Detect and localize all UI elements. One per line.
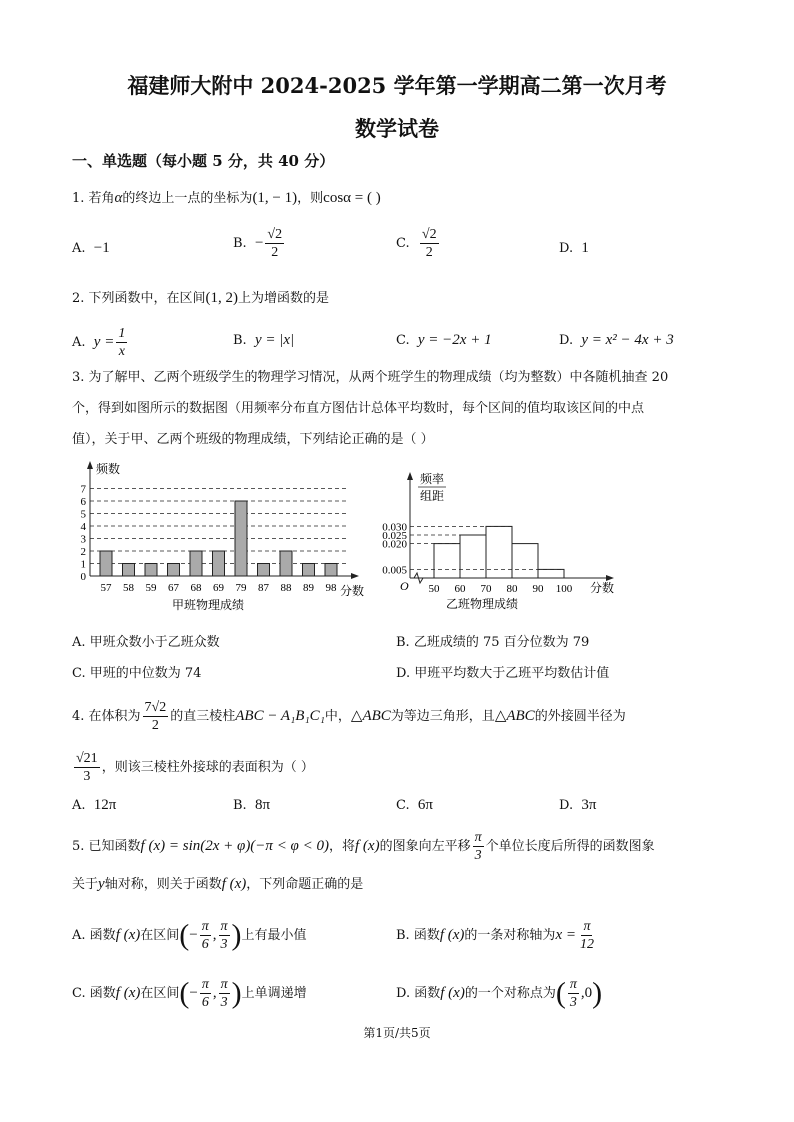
exam-subtitle: 数学试卷 — [355, 116, 439, 141]
bar — [123, 564, 135, 577]
bar — [325, 564, 337, 577]
bar — [258, 564, 270, 577]
q2-option-b — [233, 332, 294, 349]
q2-option-c — [396, 332, 492, 349]
bar — [213, 551, 225, 576]
denominator: 3 — [474, 848, 482, 863]
denominator: 2 — [151, 718, 159, 733]
x-axis-arrow — [351, 573, 359, 579]
y-tick-label: 0.025 — [382, 530, 407, 542]
x-tick-label: 59 — [145, 582, 157, 594]
question-4-line-2 — [72, 750, 314, 785]
option-text: 的一个对称点为 — [464, 986, 556, 1001]
bar — [100, 551, 112, 576]
numerator: π — [220, 977, 228, 992]
q1-option-d — [559, 240, 589, 257]
bar — [303, 564, 315, 577]
question-3-line-3: 值），关于甲、乙两个班级的物理成绩，下列结论正确的是（ ） — [72, 432, 434, 447]
q3-option-b: B. 乙班成绩的 75 百分位数为 79 — [396, 635, 590, 650]
paren-open: ( — [555, 976, 566, 1010]
question-5-line-2 — [72, 874, 363, 895]
question-5-stem — [72, 828, 655, 865]
q5-fx: f (x) — [355, 838, 380, 854]
option-value: y = |x| — [254, 332, 295, 348]
question-4-stem — [72, 697, 626, 736]
option-letter: C. — [396, 333, 410, 348]
question-1-stem — [72, 188, 381, 209]
y-tick-label: 1 — [80, 558, 86, 571]
x-tick-label: 90 — [532, 583, 544, 595]
q4-prism: ABC − A₁B₁C₁ — [235, 708, 325, 724]
x-tick-label: 100 — [555, 583, 573, 595]
x-tick-label: 50 — [428, 583, 440, 595]
q5-option-c — [72, 976, 307, 1011]
y-tick-label: 7 — [80, 483, 86, 496]
option-value: 12π — [93, 797, 117, 813]
denominator: 6 — [201, 995, 209, 1010]
fraction — [420, 226, 439, 261]
fraction — [219, 918, 230, 953]
y-tick-label: 0.005 — [382, 564, 407, 577]
option-letter: C. — [396, 798, 410, 813]
q5-option-b — [396, 918, 598, 953]
q2-interval: (1, 2) — [205, 290, 239, 306]
histogram-bar — [512, 544, 538, 578]
q4-text-post: 的外接圆半径为 — [534, 709, 626, 724]
option-value: 6π — [417, 797, 433, 813]
fraction — [219, 976, 230, 1011]
q5-fx-2: f (x) — [221, 876, 247, 892]
chart-title: 甲班物理成绩 — [171, 598, 245, 612]
option-value: 8π — [254, 797, 271, 813]
y-tick-label: 0.030 — [382, 521, 407, 534]
numerator: √2 — [421, 227, 437, 242]
denominator: 2 — [425, 245, 433, 260]
q4-triangle: △ABC — [350, 708, 391, 724]
comma: , — [212, 927, 217, 943]
question-3-line-2: 个，得到如图所示的数据图（用频率分布直方图估计总体平均数时，每个区间的值均取该区间的中点 — [72, 401, 645, 416]
paren-close: ) — [231, 976, 242, 1010]
y-tick-label: 6 — [80, 496, 86, 508]
x-tick-label: 88 — [280, 582, 292, 594]
denominator: 3 — [83, 769, 91, 784]
x-tick-label: 98 — [325, 582, 337, 594]
option-text: 函数 — [414, 986, 441, 1001]
y-tick-label: 2 — [80, 546, 86, 558]
numerator: π — [201, 919, 209, 934]
q5-option-d — [396, 976, 602, 1011]
denominator: 12 — [579, 937, 594, 952]
q2-option-d — [559, 332, 674, 349]
option-fx: f (x) — [115, 985, 141, 1001]
numerator: π — [220, 919, 228, 934]
option-letter: D. — [559, 241, 574, 256]
denominator: 3 — [220, 995, 228, 1010]
y-axis-arrow — [87, 461, 93, 469]
y-axis-label: 频数 — [96, 462, 121, 476]
option-text: 函数 — [413, 928, 440, 943]
option-letter: B. — [233, 333, 247, 348]
q1-text-pre: 1. 若角 — [72, 191, 115, 206]
option-letter: B. — [233, 236, 247, 251]
q1-cos: cosα = ( ) — [323, 190, 381, 206]
chart-title: 乙班物理成绩 — [445, 597, 519, 611]
x-tick-label: 80 — [506, 583, 518, 595]
bar — [190, 551, 202, 576]
question-3-line-1: 3. 为了解甲、乙两个班级学生的物理学习情况，从两个班学生的物理成绩（均为整数）中各随机抽查 20 — [72, 370, 669, 385]
option-text: 在区间 — [140, 928, 180, 943]
histogram-bar — [460, 535, 486, 578]
q5-text-mid2: 的图象向左平移 — [379, 839, 471, 854]
y-tick-label: 0 — [80, 571, 86, 583]
option-text: 上单调递增 — [241, 986, 307, 1001]
histogram-bar — [434, 544, 460, 578]
option-value: −1 — [93, 240, 110, 256]
x-tick-label: 70 — [480, 583, 492, 595]
option-value: y = x² − 4x + 3 — [581, 332, 674, 348]
q1-text-mid: 的终边上一点的坐标为 — [122, 191, 253, 206]
volume-fraction — [143, 699, 169, 734]
shift-fraction — [473, 829, 484, 864]
q3-option-c: C. 甲班的中位数为 74 — [72, 666, 202, 681]
fraction — [265, 226, 284, 261]
fraction — [116, 325, 127, 360]
x-tick-label: 58 — [123, 582, 134, 594]
option-text: 函数 — [89, 928, 116, 943]
option-value: y = −2x + 1 — [417, 332, 492, 348]
fraction — [200, 918, 211, 953]
paren-open: ( — [179, 918, 190, 952]
q3-option-a: A. 甲班众数小于乙班众数 — [72, 635, 220, 650]
q5-option-a — [72, 918, 307, 953]
bar — [280, 551, 292, 576]
x-tick-label: 60 — [454, 583, 466, 595]
numerator: √21 — [76, 751, 98, 766]
q5-text-mid: ，将 — [328, 839, 355, 854]
q4-text-mid3: 为等边三角形，且 — [390, 709, 495, 724]
x-tick-label: 89 — [303, 582, 314, 594]
y-tick-label: 5 — [80, 508, 86, 521]
x-tick-label: 87 — [258, 582, 269, 594]
option-lhs: y = — [93, 334, 115, 350]
option-letter: A. — [72, 798, 86, 813]
minus-sign: − — [189, 927, 198, 943]
q3-option-d: D. 甲班平均数大于乙班平均数估计值 — [396, 666, 610, 681]
q5-text-l2-post: ，下列命题正确的是 — [246, 877, 364, 892]
q5-function: f (x) = sin(2x + φ)(−π < φ < 0) — [140, 838, 329, 854]
section-heading: 一、单选题（每小题 5 分，共 40 分） — [72, 152, 335, 170]
page-footer: 第1页/共5页 — [363, 1026, 431, 1040]
histogram-bar — [538, 569, 564, 578]
exam-title: 福建师大附中 2024-2025 学年第一学期高二第一次月考 — [127, 73, 667, 98]
minus-sign: − — [189, 985, 198, 1001]
y-tick-label: 4 — [80, 521, 86, 533]
y-axis-label-bottom: 组距 — [420, 489, 445, 503]
x-tick-label: 69 — [213, 582, 224, 594]
q4-text-pre: 4. 在体积为 — [72, 709, 141, 724]
radius-fraction — [74, 750, 100, 785]
q5-y: y — [98, 876, 105, 892]
q1-option-c — [396, 226, 441, 261]
q2-text-pre: 2. 下列函数中，在区间 — [72, 291, 206, 306]
y-tick-label: 3 — [80, 533, 86, 546]
option-letter: D. — [396, 986, 411, 1001]
q4-text-mid2: 中， — [324, 709, 351, 724]
q5-text-pre: 5. 已知函数 — [72, 839, 141, 854]
q4-triangle-2: △ABC — [494, 708, 535, 724]
q5-text-l2-mid: 轴对称，则关于函数 — [104, 877, 222, 892]
q1-alpha: α — [114, 190, 123, 206]
bar — [145, 564, 157, 577]
origin-label: O — [400, 579, 409, 593]
option-letter: B. — [233, 798, 247, 813]
question-2-stem — [72, 288, 329, 309]
denominator: 3 — [569, 995, 577, 1010]
numerator: π — [201, 977, 209, 992]
paren-close: ) — [592, 976, 603, 1010]
bar — [168, 564, 180, 577]
q5-text-l2-pre: 关于 — [72, 877, 99, 892]
numerator: 7√2 — [144, 700, 167, 715]
option-letter: B. — [396, 928, 410, 943]
q1-text-post: ，则 — [297, 191, 324, 206]
y-axis-arrow — [407, 472, 413, 480]
q4-option-b — [233, 797, 270, 814]
option-letter: A. — [72, 928, 86, 943]
option-letter: A. — [72, 241, 86, 256]
bar — [235, 501, 247, 576]
option-value: 1 — [581, 240, 589, 256]
x-axis-label: 分数 — [590, 581, 615, 595]
q4-text-mid: 的直三棱柱 — [170, 709, 236, 724]
q2-option-a — [72, 325, 129, 360]
x-tick-label: 79 — [235, 582, 247, 594]
option-sign: − — [254, 235, 264, 251]
option-letter: D. — [559, 798, 574, 813]
option-letter: C. — [396, 236, 410, 251]
option-text: 函数 — [89, 986, 116, 1001]
numerator: √2 — [267, 227, 283, 242]
y-tick-label: 0.020 — [382, 538, 407, 551]
class-b-histogram — [372, 470, 624, 618]
option-lhs: x = — [555, 927, 576, 943]
numerator: 1 — [118, 326, 126, 341]
x-axis-label: 分数 — [340, 584, 365, 598]
option-text: 在区间 — [140, 986, 180, 1001]
option-fx: f (x) — [440, 985, 465, 1001]
fraction — [578, 918, 596, 953]
y-axis-label-top: 频率 — [420, 472, 445, 486]
denominator: 3 — [220, 937, 228, 952]
class-a-frequency-chart — [72, 458, 372, 618]
q4-option-d — [559, 797, 596, 814]
option-text: 的一条对称轴为 — [464, 928, 556, 943]
fraction — [200, 976, 211, 1011]
numerator: π — [474, 830, 482, 845]
denominator: 2 — [271, 245, 279, 260]
option-fx: f (x) — [115, 927, 141, 943]
comma: , — [212, 985, 217, 1001]
denominator: 6 — [201, 937, 209, 952]
option-letter: C. — [72, 986, 86, 1001]
x-tick-label: 57 — [100, 582, 112, 594]
denominator: x — [118, 344, 125, 359]
option-letter: A. — [72, 335, 86, 350]
q4-option-a — [72, 797, 116, 814]
numerator: π — [569, 977, 577, 992]
option-fx: f (x) — [439, 927, 465, 943]
q1-point: (1, − 1) — [252, 190, 298, 206]
q5-text-post: 个单位长度后所得的函数图象 — [485, 839, 655, 854]
x-tick-label: 67 — [168, 582, 179, 594]
option-text: 上有最小值 — [241, 928, 307, 943]
paren-open: ( — [179, 976, 190, 1010]
q1-option-b — [233, 226, 286, 261]
q2-text-post: 上为增函数的是 — [238, 291, 330, 306]
fraction — [568, 976, 579, 1011]
paren-close: ) — [231, 918, 242, 952]
option-letter: D. — [559, 333, 574, 348]
q4-option-c — [396, 797, 433, 814]
option-value: 3π — [581, 797, 597, 813]
x-tick-label: 68 — [190, 582, 202, 594]
point-tail: ,0 — [580, 985, 593, 1001]
histogram-bar — [486, 526, 512, 578]
q1-option-a — [72, 240, 110, 257]
numerator: π — [583, 919, 591, 934]
q4-text-line2: ，则该三棱柱外接球的表面积为（ ） — [101, 760, 314, 775]
